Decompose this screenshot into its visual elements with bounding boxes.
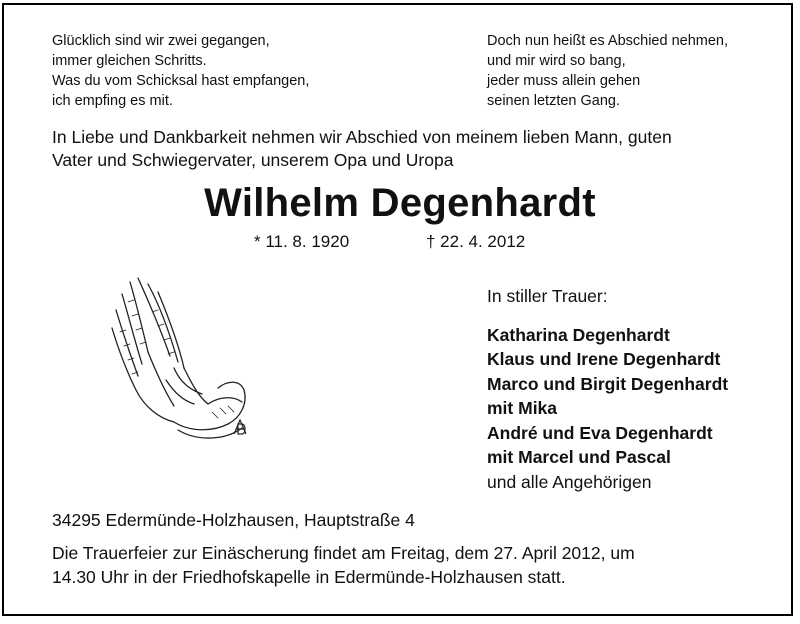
verse-line: seinen letzten Gang. — [487, 93, 621, 109]
mourner-name: Klaus und Irene Degenhardt — [487, 349, 721, 369]
intro-line: Vater und Schwiegervater, unserem Opa und Uropa — [52, 150, 454, 170]
mourners-block — [487, 284, 728, 494]
verse-line: ich empfing es mit. — [52, 93, 173, 109]
verse-line: Was du vom Schicksal hast empfangen, — [52, 73, 310, 89]
mourners-closing: und alle Angehörigen — [487, 471, 652, 492]
verse-line: und mir wird so bang, — [487, 53, 626, 69]
birth-date: * 11. 8. 1920 — [254, 232, 350, 251]
praying-hands-icon — [108, 272, 268, 447]
verse-line: immer gleichen Schritts. — [52, 53, 207, 69]
deceased-name: Wilhelm Degenhardt — [204, 181, 596, 225]
mourner-name: André und Eva Degenhardt — [487, 422, 713, 443]
verse-left — [52, 31, 309, 111]
address: 34295 Edermünde-Holzhausen, Hauptstraße 4 — [52, 510, 415, 530]
intro-text — [52, 126, 752, 172]
intro-line: In Liebe und Dankbarkeit nehmen wir Abschied von meinem lieben Mann, guten — [52, 127, 672, 147]
funeral-line: 14.30 Uhr in der Friedhofskapelle in Edermünde-Holzhausen statt. — [52, 567, 566, 587]
mourner-name: mit Marcel und Pascal — [487, 447, 671, 467]
verse-line: Doch nun heißt es Abschied nehmen, — [487, 33, 729, 49]
verse-line: jeder muss allein gehen — [487, 73, 641, 89]
verse-line: Glücklich sind wir zwei gegangen, — [52, 33, 270, 49]
mourners-heading: In stiller Trauer: — [487, 286, 608, 306]
mourner-name: Marco und Birgit Degenhardt — [487, 373, 729, 394]
funeral-line: Die Trauerfeier zur Einäscherung findet am Freitag, dem 27. April 2012, um — [52, 543, 635, 563]
funeral-info — [52, 541, 748, 589]
mourner-name: Katharina Degenhardt — [487, 324, 670, 345]
mourner-name: mit Mika — [487, 398, 558, 418]
death-date: † 22. 4. 2012 — [426, 232, 526, 251]
verse-right — [487, 31, 728, 111]
